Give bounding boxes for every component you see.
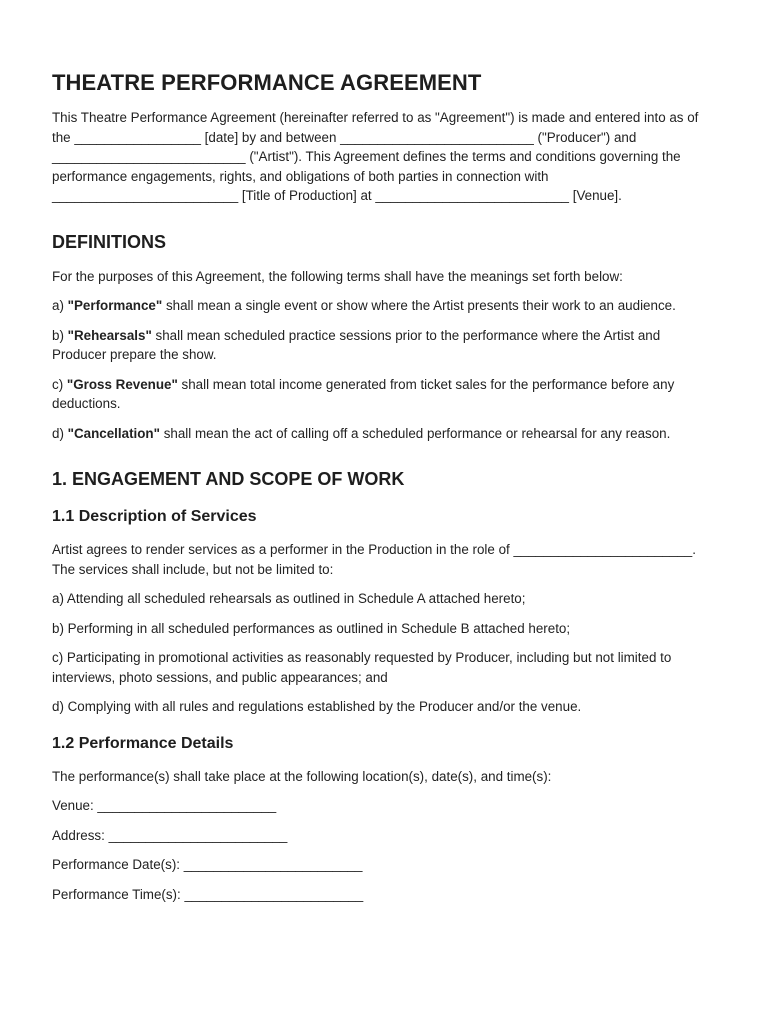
definitions-heading: DEFINITIONS	[52, 231, 167, 252]
document-title: THEATRE PERFORMANCE AGREEMENT	[52, 70, 482, 95]
definition-item: b) "Rehearsals" shall mean scheduled practice sessions prior to the performance where the Artist and Producer prepare the show.	[52, 327, 661, 362]
definition-item: d) "Cancellation" shall mean the act of calling off a scheduled performance or rehearsal for any reason.	[52, 425, 671, 441]
services-lead: Artist agrees to render services as a performer in the Production in the role of ________________________. The services shall include, but not be limited to:	[52, 542, 696, 577]
subsection-1-1-heading: 1.1 Description of Services	[52, 508, 257, 525]
service-item: a) Attending all scheduled rehearsals as outlined in Schedule A attached hereto;	[52, 591, 526, 606]
venue-field: Venue: ________________________	[52, 798, 277, 813]
definition-term: "Gross Revenue"	[66, 376, 178, 392]
definitions-list	[52, 296, 718, 443]
service-item: b) Performing in all scheduled performances as outlined in Schedule B attached hereto;	[52, 620, 571, 636]
intro-paragraph: This Theatre Performance Agreement (hereinafter referred to as "Agreement") is made and entered into as of the _________________ [date] by and between __________________________ ("Producer") and __________________________ ("Artist"). This Agreement defines the terms and conditions governing the performance engagements, rights, and obligations of both parties in connection with _________________________ [Title of Production] at __________________________ [Venue].	[52, 110, 699, 203]
definition-term: "Cancellation"	[67, 425, 160, 441]
performance-date-field: Performance Date(s): ________________________	[52, 857, 363, 872]
address-field: Address: ________________________	[52, 827, 288, 843]
performance-lead: The performance(s) shall take place at the following location(s), date(s), and time(s):	[52, 768, 552, 784]
service-item: d) Complying with all rules and regulations established by the Producer and/or the venue.	[52, 699, 582, 714]
definition-item: c) "Gross Revenue" shall mean total income generated from ticket sales for the performance before any deductions.	[52, 376, 675, 411]
definitions-lead: For the purposes of this Agreement, the following terms shall have the meanings set forth below:	[52, 268, 623, 284]
definition-term: "Performance"	[67, 298, 163, 313]
intro-section	[52, 108, 718, 206]
service-item: c) Participating in promotional activities as reasonably requested by Producer, including but not limited to interviews, photo sessions, and public appearances; and	[52, 650, 672, 685]
definition-item: a) "Performance" shall mean a single event or show where the Artist presents their work to an audience.	[52, 298, 676, 313]
section-1-heading: 1. ENGAGEMENT AND SCOPE OF WORK	[52, 469, 405, 489]
definition-term: "Rehearsals"	[67, 327, 152, 343]
performance-time-field: Performance Time(s): ________________________	[52, 886, 364, 902]
subsection-1-2-heading: 1.2 Performance Details	[52, 734, 234, 752]
